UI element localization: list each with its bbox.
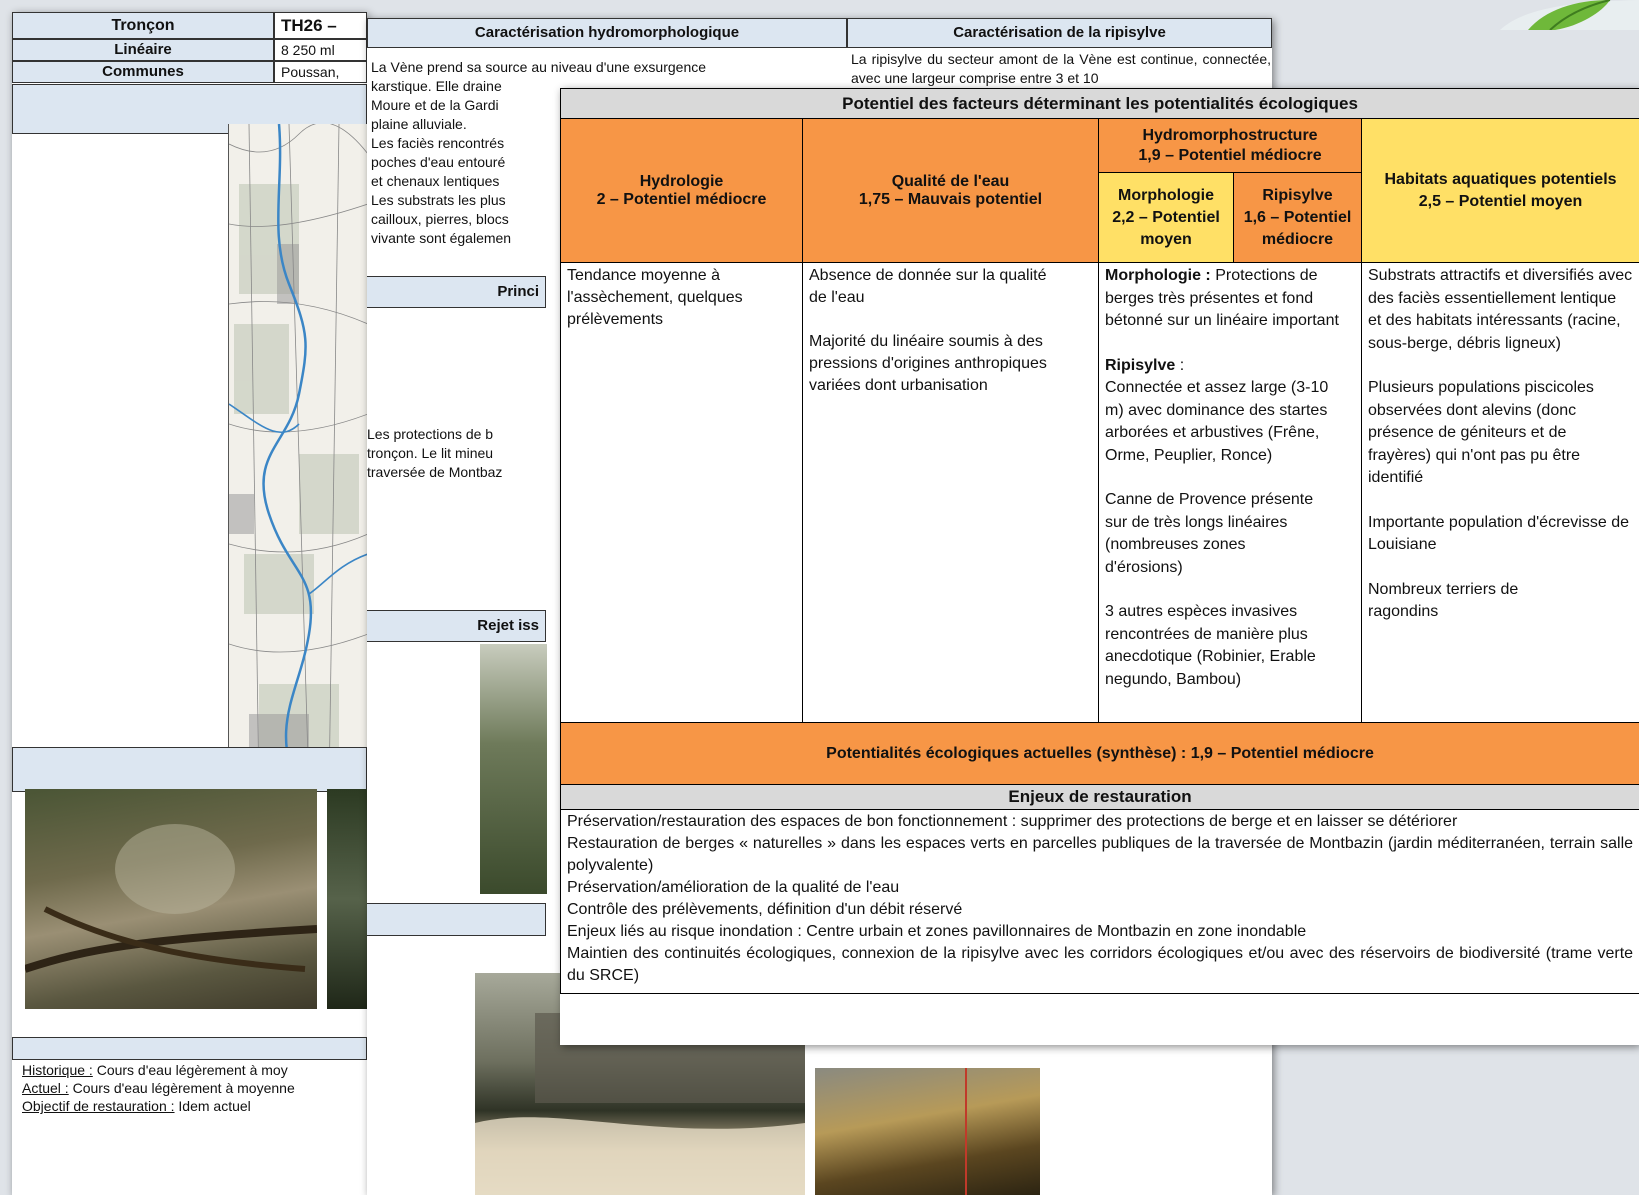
- habitats-header: [1362, 119, 1639, 263]
- ripisylve-col-title: Ripisylve: [1262, 186, 1333, 204]
- protections-line: tronçon. Le lit mineu: [367, 445, 494, 461]
- rejet-header: [367, 610, 546, 642]
- morpho-header: [1099, 173, 1234, 263]
- hydromorpho-score: 1,9 – Potentiel médiocre: [1138, 146, 1322, 164]
- hydro-line: plaine alluviale.: [371, 116, 467, 132]
- habitats-title: Habitats aquatiques potentiels: [1384, 170, 1617, 188]
- ripi-colon: :: [1175, 356, 1185, 374]
- back-sheet: [12, 12, 367, 1195]
- qualite-text-1: Absence de donnée sur la qualité de l'eau: [809, 267, 1047, 306]
- qualite-score: 1,75 – Mauvais potentiel: [858, 190, 1043, 208]
- objectives-text: [22, 1061, 367, 1115]
- ripisylve-score: 1,6 – Potentiel médiocre: [1243, 208, 1352, 248]
- objectives-header: [12, 1037, 367, 1060]
- hydrologie-header: [561, 119, 803, 263]
- topographic-map: [228, 124, 367, 792]
- hydro-line: cailloux, pierres, blocs: [371, 211, 509, 227]
- hydrologie-score: 2 – Potentiel médiocre: [596, 190, 767, 208]
- riverbed-photo-drawing: [25, 789, 317, 1009]
- ripi-heading: [1105, 355, 1355, 378]
- hydro-line: karstique. Elle draine: [371, 78, 502, 94]
- historique-label: Historique :: [22, 1062, 93, 1078]
- communes-value: Poussan,: [274, 61, 367, 83]
- ripisylve-text: La ripisylve du secteur amont de la Vène est continue, connectée, avec une largeur comprise entre 3 et 10: [851, 51, 1271, 86]
- ripi-text-1: Connectée et assez large (3-10 m) avec dominance des startes arborées et arbustives (Frêne, Orme, Peuplier, Ronce): [1105, 379, 1329, 464]
- synthese-row: Potentialités écologiques actuelles (synthèse) : 1,9 – Potentiel médiocre: [561, 723, 1639, 785]
- hydromorpho-title: Hydromorphostructure: [1142, 126, 1318, 144]
- habitats-text-2: Plusieurs populations piscicoles observées dont alevins (donc présence de géniteurs et de frayères) qui n'ont pas pu être identifié: [1368, 379, 1594, 486]
- enjeux-title: Enjeux de restauration: [561, 785, 1639, 810]
- table-title: Potentiel des facteurs déterminant les potentialités écologiques: [561, 89, 1639, 119]
- habitats-cell: [1362, 263, 1639, 723]
- leaf-logo-icon: [1380, 0, 1639, 30]
- rejet-photo: [480, 644, 547, 894]
- hydro-line: Les substrats les plus: [371, 192, 506, 208]
- ripisylve-title: Caractérisation de la ripisylve: [847, 18, 1272, 48]
- map-drawing: [229, 124, 367, 792]
- ripi-text-2: Canne de Provence présente sur de très longs linéaires (nombreuses zones d'érosions): [1105, 491, 1314, 576]
- enjeu-item: Préservation/restauration des espaces de bon fonctionnement : supprimer des protections de berge et en laisser se détériorer: [567, 813, 1458, 830]
- enjeu-item: Contrôle des prélèvements, définition d'un débit réservé: [567, 901, 963, 918]
- hydro-line: et chenaux lentiques: [371, 173, 500, 189]
- hydro-line: poches d'eau entouré: [371, 154, 506, 170]
- objectif-text: Idem actuel: [174, 1098, 251, 1114]
- principal-title: Princi: [497, 283, 539, 300]
- enjeu-item: Enjeux liés au risque inondation : Centre urbain et zones pavillonnaires de Montbazin en zone inondable: [567, 923, 1307, 940]
- enjeu-item: Restauration de berges « naturelles » dans les espaces verts en parcelles publiques de la traversée de Montbazin (jardin méditerranéen, terrain salle polyvalente): [567, 835, 1634, 874]
- ripi-label: Ripisylve: [1105, 356, 1176, 374]
- habitats-text-4: Nombreux terriers de ragondins: [1368, 580, 1519, 620]
- objectif-label: Objectif de restauration :: [22, 1098, 175, 1114]
- hydro-line: vivante sont égalemen: [371, 230, 512, 246]
- ripi-text-3: 3 autres espèces invasives rencontrées de manière plus anecdotique (Robinier, Erable negundo, Bambou): [1105, 603, 1316, 688]
- protections-text: [367, 425, 547, 482]
- morpho-paragraph: [1105, 265, 1355, 333]
- morpho-label: Morphologie :: [1105, 267, 1211, 284]
- habitats-text-3: Importante population d'écrevisse de Louisiane: [1368, 513, 1629, 553]
- actuel-line: [22, 1079, 367, 1097]
- actuel-text: Cours d'eau légèrement à moyenne: [68, 1080, 295, 1096]
- enjeux-cell: [561, 810, 1639, 994]
- hydro-title: Caractérisation hydromorphologique: [367, 18, 847, 48]
- middle-lower-header: [367, 903, 546, 936]
- troncon-value: TH26 –: [274, 12, 367, 39]
- stream-photo: [815, 1068, 1040, 1195]
- hydromorpho-header: [1099, 119, 1362, 173]
- protections-line: traversée de Montbaz: [367, 464, 503, 480]
- morpho-title: Morphologie: [1118, 186, 1214, 204]
- front-sheet: [560, 88, 1639, 1045]
- morpho-score: 2,2 – Potentiel moyen: [1112, 208, 1220, 248]
- qualite-header: [803, 119, 1099, 263]
- actuel-label: Actuel :: [22, 1080, 69, 1096]
- communes-label: Communes: [12, 61, 274, 83]
- hydrologie-cell: [561, 263, 803, 723]
- ripisylve-header: [1234, 173, 1362, 263]
- habitats-score: 2,5 – Potentiel moyen: [1418, 192, 1583, 210]
- hydrologie-text: Tendance moyenne à l'assèchement, quelques prélèvements: [567, 267, 743, 328]
- lineaire-label: Linéaire: [12, 39, 274, 61]
- riverbed-photo: [25, 789, 317, 1009]
- photo-section-header: [12, 747, 367, 792]
- historique-line: [22, 1061, 367, 1079]
- hydrologie-title: Hydrologie: [639, 172, 724, 190]
- habitats-text-1: Substrats attractifs et diversifiés avec des faciès essentiellement lentique et des habitats intéressants (racine, sous-berge, débris ligneux): [1368, 267, 1633, 352]
- hydro-line: Moure et de la Gardi: [371, 97, 499, 113]
- photo-strip: [327, 789, 367, 1009]
- qualite-title: Qualité de l'eau: [891, 172, 1010, 190]
- rejet-title: Rejet iss: [477, 617, 539, 634]
- lineaire-value: 8 250 ml: [274, 39, 367, 61]
- objectif-line: [22, 1097, 367, 1115]
- enjeu-item: Préservation/amélioration de la qualité de l'eau: [567, 879, 900, 896]
- troncon-label: Tronçon: [12, 12, 274, 39]
- qualite-text-2: Majorité du linéaire soumis à des pressions d'origines anthropiques variées dont urbanisation: [809, 333, 1047, 394]
- protections-line: Les protections de b: [367, 426, 494, 442]
- morpho-text: Protections de berges très présentes et fond bétonné sur un linéaire important: [1105, 267, 1339, 329]
- hydro-line: La Vène prend sa source au niveau d'une exsurgence: [371, 59, 707, 75]
- hydro-line: Les faciès rencontrés: [371, 135, 505, 151]
- hydromorpho-cell: [1099, 263, 1362, 723]
- historique-text: Cours d'eau légèrement à moy: [92, 1062, 288, 1078]
- enjeu-item: Maintien des continuités écologiques, connexion de la ripisylve avec les corridors écologiques et/ou avec des réservoirs de biodiversité (trame verte du SRCE): [567, 945, 1634, 984]
- potential-table: [560, 88, 1639, 994]
- principal-header: [367, 276, 546, 308]
- qualite-cell: [803, 263, 1099, 723]
